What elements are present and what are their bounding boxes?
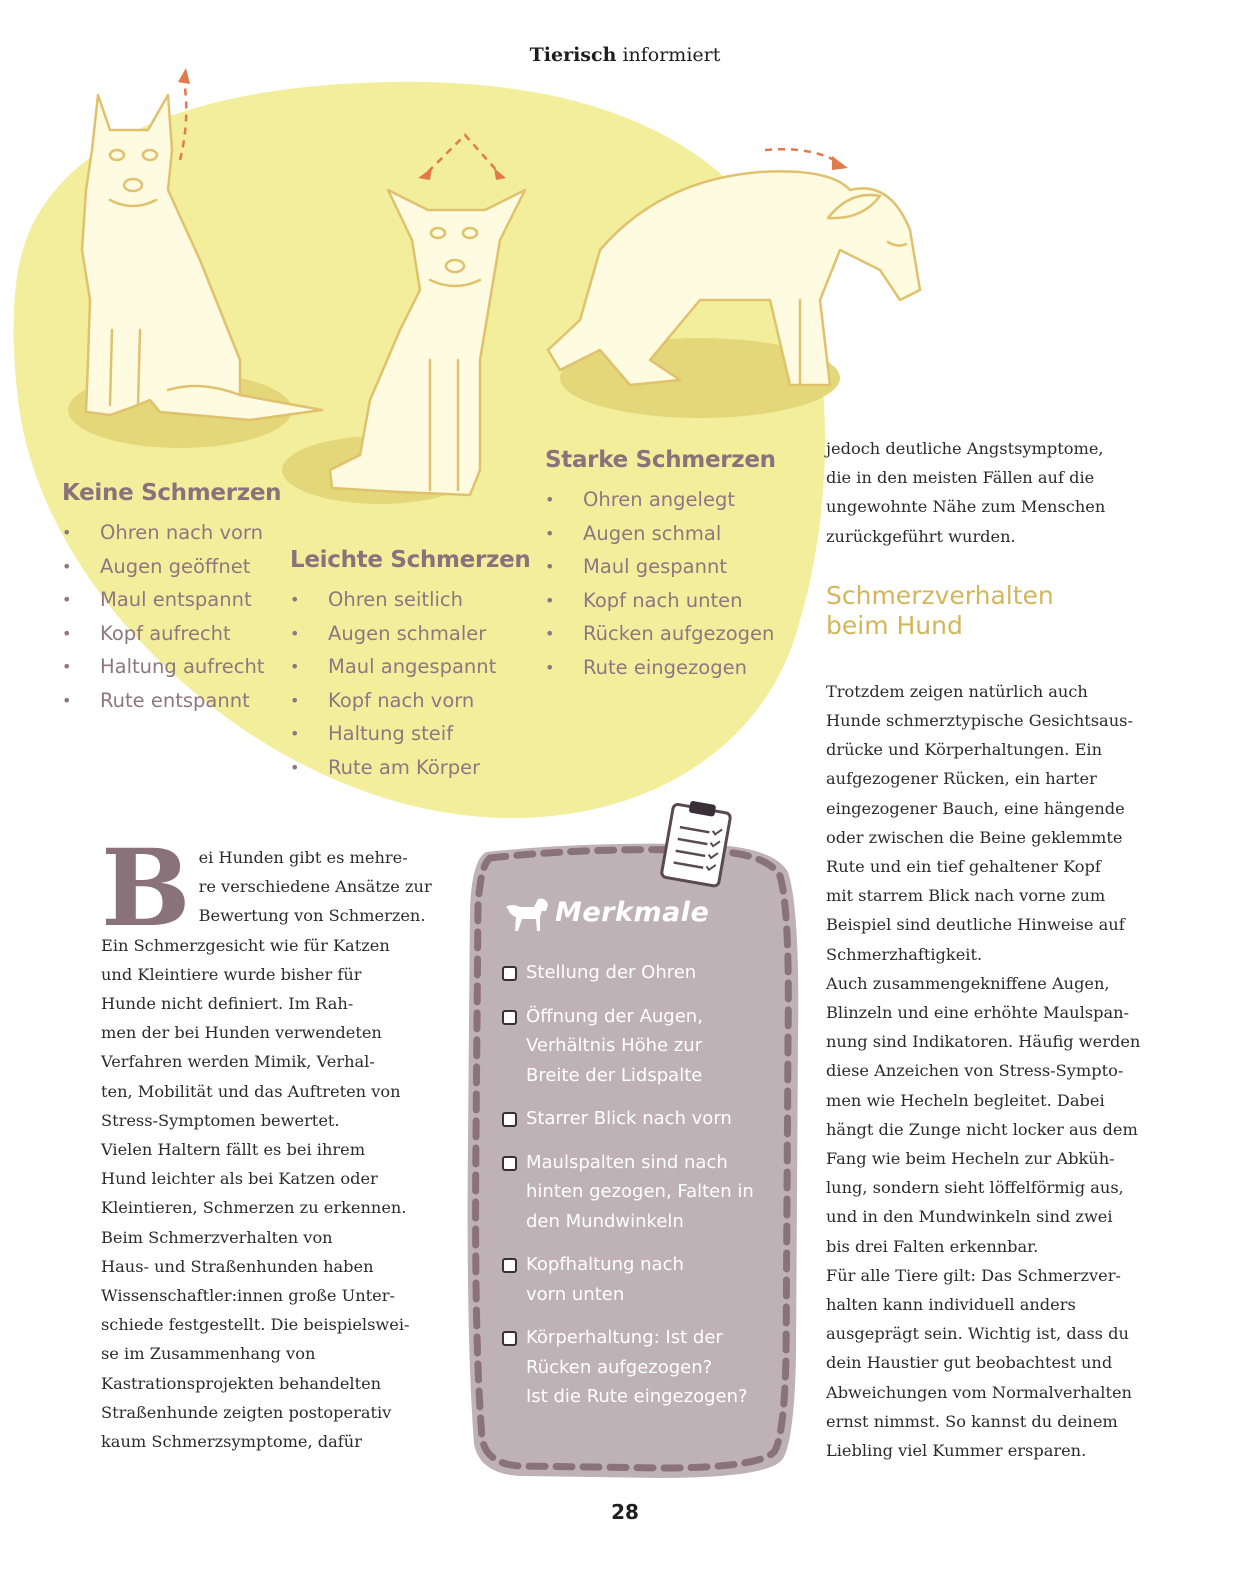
list-keine-schmerzen (62, 480, 281, 717)
checklist-item (502, 1250, 772, 1309)
checklist-item-line: Körperhaltung: Ist der (526, 1327, 723, 1348)
checklist-item (502, 958, 772, 988)
text-line: Wissenschaftler:innen große Unter- (101, 1286, 395, 1306)
checkbox-icon (502, 1112, 517, 1127)
list-item: • Kopf nach unten (545, 584, 776, 618)
checklist-item-line: Verhältnis Höhe zur (526, 1035, 703, 1056)
checklist-item (502, 1002, 772, 1091)
text-line: Beispiel sind deutliche Hinweise auf (826, 915, 1125, 935)
text-line: drücke und Körperhaltungen. Ein (826, 740, 1102, 760)
list-item: • Rute eingezogen (545, 651, 776, 685)
checklist-item-line: vorn unten (526, 1283, 625, 1305)
checklist-item (502, 1323, 772, 1412)
text-line: Liebling viel Kummer ersparen. (826, 1441, 1087, 1461)
checkbox-icon (502, 966, 517, 981)
checklist-item-line: den Mundwinkeln (526, 1210, 684, 1232)
text-line: hängt die Zunge nicht locker aus dem (826, 1119, 1138, 1139)
text-line: Hund leichter als bei Katzen oder (101, 1169, 378, 1189)
text-line: ernst nimmst. So kannst du deinem (826, 1411, 1118, 1431)
checklist-item-line: Stellung der Ohren (526, 962, 697, 983)
text-line: Stress-Symptomen bewertet. (101, 1110, 340, 1130)
checklist-item-line: Rücken aufgezogen? (526, 1356, 713, 1378)
text-line: mit starrem Blick nach vorne zum (826, 886, 1106, 906)
text-line: jedoch deutliche Angstsymptome, (826, 439, 1104, 458)
list-item: • Augen geöffnet (62, 550, 281, 584)
list-item: • Kopf nach vorn (290, 684, 531, 718)
text-line: Bewertung von Schmerzen. (198, 906, 426, 926)
text-line: Verfahren werden Mimik, Verhal- (101, 1052, 375, 1072)
text-line: men der bei Hunden verwendeten (101, 1023, 382, 1043)
text-line: lung, sondern sieht löffelförmig aus, (826, 1178, 1124, 1198)
text-line: aufgezogener Rücken, ein harter (826, 769, 1097, 789)
checklist-item-line: Ist die Rute eingezogen? (526, 1386, 748, 1407)
checklist-item-line: Breite der Lidspalte (526, 1064, 703, 1086)
section-heading-line-1: Schmerzverhalten (826, 580, 1054, 610)
text-line: ten, Mobilität und das Auftreten von (101, 1081, 401, 1101)
list-item: • Haltung aufrecht (62, 650, 281, 684)
checklist-item-line: Öffnung der Augen, (526, 1005, 703, 1027)
right-column (826, 434, 1186, 1465)
checkbox-icon (502, 1010, 517, 1025)
list-item: • Ohren angelegt (545, 483, 776, 517)
checklist-item-line: Maulspalten sind nach (526, 1151, 728, 1173)
text-line: Hunde schmerztypische Gesichtsaus- (826, 711, 1133, 731)
list-item: • Ohren seitlich (290, 583, 531, 617)
header-rest: informiert (622, 44, 721, 66)
text-line: Kastrationsprojekten behandelten (101, 1373, 382, 1393)
dog-icon (502, 893, 550, 933)
text-line: Blinzeln und eine erhöhte Maulspan- (826, 1003, 1129, 1023)
checklist-item-line: Kopfhaltung nach (526, 1254, 684, 1275)
checkbox-icon (502, 1331, 517, 1346)
list-item: • Rücken aufgezogen (545, 617, 776, 651)
list-item: • Maul angespannt (290, 650, 531, 684)
text-line: halten kann individuell anders (826, 1295, 1076, 1315)
text-line: Kleintieren, Schmerzen zu erkennen. (101, 1198, 407, 1218)
text-line: dein Haustier gut beobachtest und (826, 1353, 1113, 1373)
text-line: re verschiedene Ansätze zur (198, 877, 432, 897)
checkbox-icon (502, 1156, 517, 1171)
text-line: Auch zusammengekniffene Augen, (826, 973, 1110, 993)
text-line: Rute und ein tief gehaltener Kopf (826, 857, 1101, 877)
text-line: Fang wie beim Hecheln zur Abküh- (826, 1149, 1115, 1169)
text-line: Trotzdem zeigen natürlich auch (826, 681, 1088, 701)
list-item: • Kopf aufrecht (62, 617, 281, 651)
running-header (0, 44, 1250, 66)
checklist-item-line: Starrer Blick nach vorn (526, 1108, 732, 1129)
clipboard-icon (655, 800, 735, 890)
continuation-text (826, 434, 1186, 551)
text-line: schiede festgestellt. Die beispielswei- (101, 1315, 410, 1335)
intro-text (101, 825, 441, 1456)
text-line: Haus- und Straßenhunden haben (101, 1256, 374, 1276)
merkmale-title: Merkmale (555, 897, 710, 928)
intro-column (101, 825, 441, 1456)
text-line: Beim Schmerzverhalten von (101, 1227, 333, 1247)
text-line: bis drei Falten erkennbar. (826, 1236, 1039, 1256)
header-bold: Tierisch (529, 44, 617, 66)
page-number: 28 (611, 1500, 639, 1524)
text-line: Vielen Haltern fällt es bei ihrem (101, 1140, 366, 1160)
text-line: Straßenhunde zeigten postoperativ (101, 1402, 392, 1422)
text-line: oder zwischen die Beine geklemmte (826, 827, 1123, 847)
list-item: • Augen schmaler (290, 617, 531, 651)
text-line: Für alle Tiere gilt: Das Schmerzver- (826, 1265, 1121, 1285)
list-item: • Ohren nach vorn (62, 516, 281, 550)
drop-cap: B (101, 825, 191, 950)
arrow-up-head (178, 68, 190, 84)
list-leichte-schmerzen (290, 547, 531, 784)
text-line: Ein Schmerzgesicht wie für Katzen (101, 935, 390, 955)
section-heading (826, 581, 1186, 641)
list-item: • Maul gespannt (545, 550, 776, 584)
text-line: Schmerzhaftigkeit. (826, 944, 983, 964)
text-line: und Kleintiere wurde bisher für (101, 964, 362, 984)
list-item: • Maul entspannt (62, 583, 281, 617)
text-line: diese Anzeichen von Stress-Sympto- (826, 1061, 1124, 1081)
text-line: die in den meisten Fällen auf die (826, 468, 1095, 488)
text-line: ungewohnte Nähe zum Menschen (826, 497, 1106, 517)
section-heading-line-2: beim Hund (826, 610, 963, 640)
text-line: ei Hunden gibt es mehre- (198, 848, 408, 867)
checkbox-icon (502, 1258, 517, 1273)
text-line: kaum Schmerzsymptome, dafür (101, 1432, 362, 1452)
list-title: Leichte Schmerzen (290, 547, 531, 573)
text-line: ausgeprägt sein. Wichtig ist, dass du (826, 1324, 1129, 1344)
body-text (826, 677, 1186, 1465)
text-line: men wie Hecheln begleitet. Dabei (826, 1090, 1105, 1110)
list-starke-schmerzen (545, 447, 776, 684)
text-line: eingezogener Bauch, eine hängende (826, 798, 1125, 818)
arrow-forward-head (832, 156, 848, 170)
checklist-item-line: hinten gezogen, Falten in (526, 1181, 754, 1202)
text-line: nung sind Indikatoren. Häufig werden (826, 1032, 1141, 1052)
list-item: • Augen schmal (545, 517, 776, 551)
text-line: Hunde nicht definiert. Im Rah- (101, 994, 354, 1014)
text-line: und in den Mundwinkeln sind zwei (826, 1207, 1113, 1227)
checklist-item (502, 1104, 772, 1134)
list-title: Keine Schmerzen (62, 480, 282, 506)
merkmale-checklist (502, 958, 772, 1426)
list-item: • Rute entspannt (62, 684, 281, 718)
arrow-forward-icon (765, 149, 838, 162)
checklist-item (502, 1148, 772, 1237)
text-line: se im Zusammenhang von (101, 1344, 316, 1364)
text-line: Abweichungen vom Normalverhalten (826, 1382, 1132, 1402)
list-item: • Haltung steif (290, 717, 531, 751)
list-title: Starke Schmerzen (545, 447, 776, 473)
list-item: • Rute am Körper (290, 751, 531, 785)
text-line: zurückgeführt wurden. (826, 526, 1016, 546)
